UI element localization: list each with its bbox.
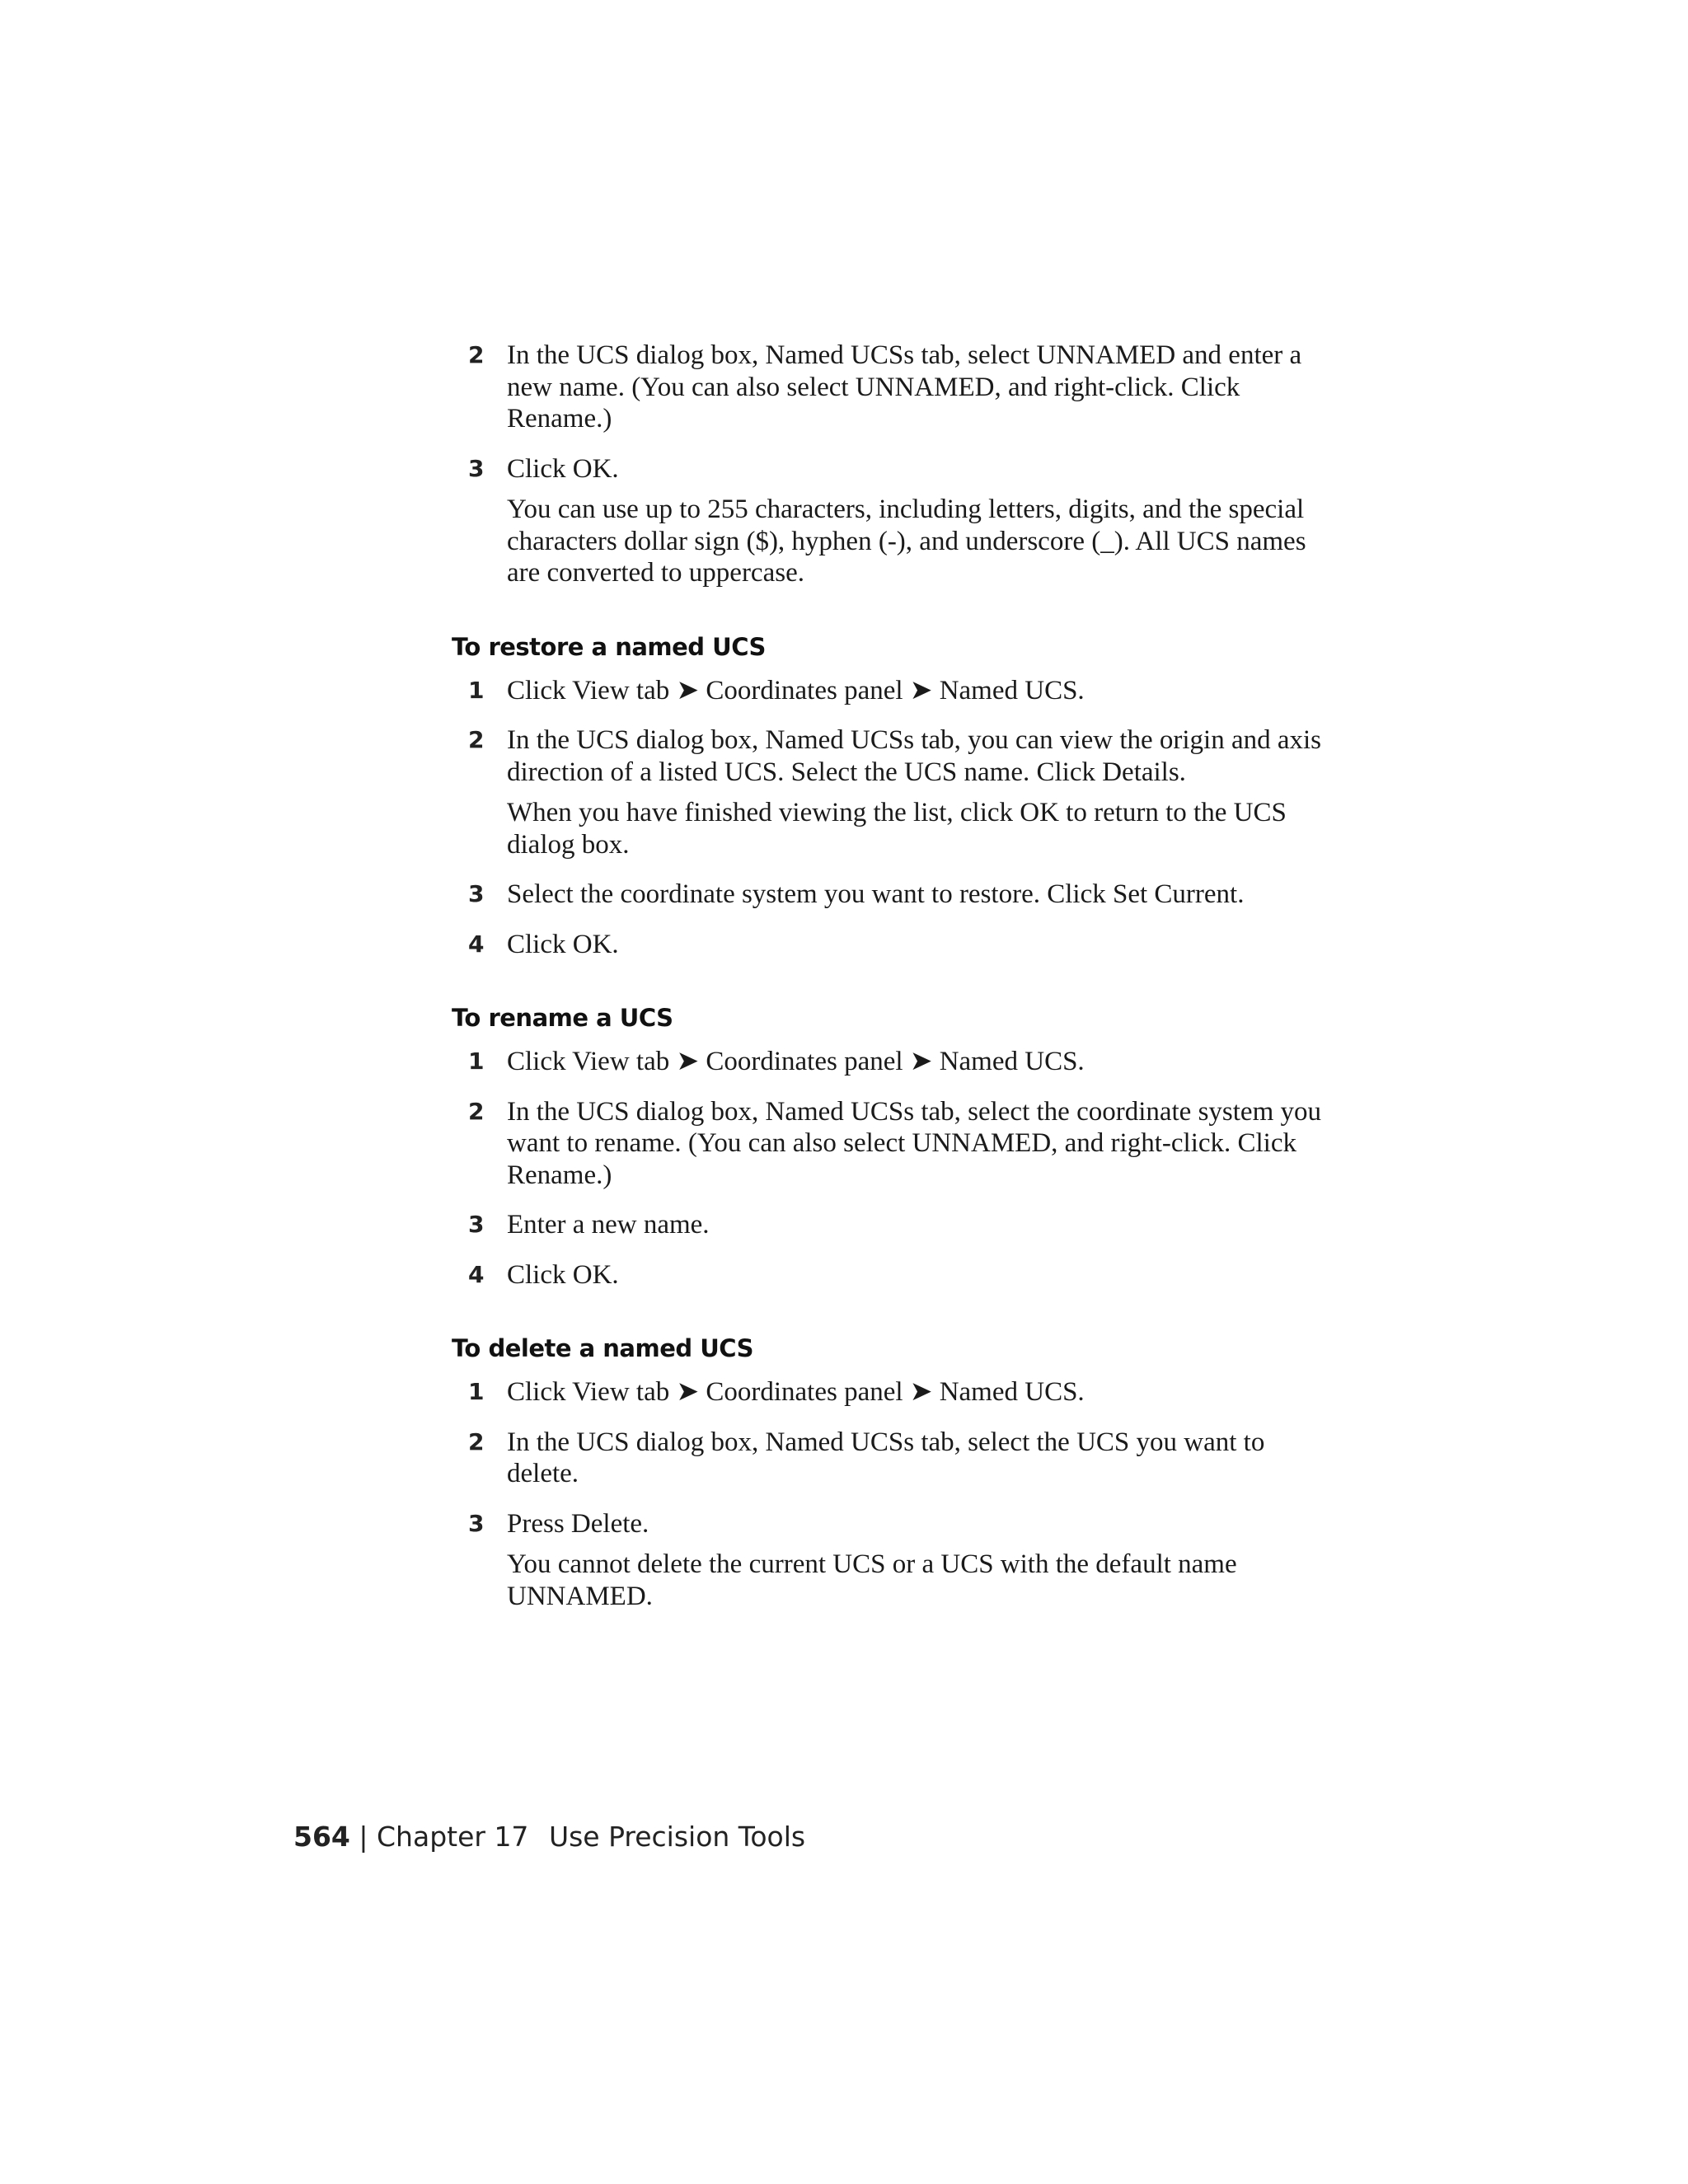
step-text: In the UCS dialog box, Named UCSs tab, select UNNAMED and enter a new name. (You can also select UNNAMED, and right-click. Click Rename.) (507, 340, 1302, 434)
step-text: Press Delete. (507, 1508, 649, 1539)
step-text: Click OK. (507, 453, 619, 484)
step-item (452, 1209, 1342, 1241)
step-number: 3 (468, 454, 485, 482)
step-note: You can use up to 255 characters, including letters, digits, and the special characters dollar sign ($), hyphen (-), and underscore (_). All UCS names are converted to uppercase. (507, 494, 1306, 588)
step-number: 4 (468, 930, 485, 958)
step-item (452, 1508, 1342, 1613)
step-text: Click View tab ➤ Coordinates panel ➤ Named UCS. (507, 1047, 1085, 1076)
step-number: 2 (468, 726, 485, 753)
step-note: When you have finished viewing the list, click OK to return to the UCS dialog box. (507, 798, 1287, 860)
page-footer (293, 1819, 805, 1855)
step-number: 3 (468, 880, 485, 907)
step-number: 1 (468, 676, 485, 704)
step-item (452, 929, 1342, 961)
step-number: 2 (468, 1427, 485, 1455)
chapter-label: Chapter 17 (377, 1821, 529, 1853)
step-item (452, 1259, 1342, 1291)
section-heading-delete: To delete a named UCS (452, 1334, 753, 1362)
step-item (452, 1376, 1342, 1408)
step-text: Click OK. (507, 1259, 619, 1290)
step-item (452, 340, 1342, 435)
step-text: In the UCS dialog box, Named UCSs tab, you can view the origin and axis direction of a listed UCS. Select the UCS name. Click Details. (507, 725, 1322, 787)
step-number: 4 (468, 1260, 485, 1288)
step-item (452, 724, 1342, 860)
chapter-title: Use Precision Tools (548, 1821, 806, 1853)
step-text: Click View tab ➤ Coordinates panel ➤ Named UCS. (507, 1377, 1085, 1407)
step-text: In the UCS dialog box, Named UCSs tab, select the coordinate system you want to rename. (You can also select UNNAMED, and right-click. Click Rename.) (507, 1096, 1322, 1190)
step-number: 3 (468, 1509, 485, 1537)
step-item (452, 1427, 1342, 1490)
step-item (452, 675, 1342, 707)
step-item (452, 1046, 1342, 1078)
step-number: 2 (468, 341, 485, 368)
step-number: 3 (468, 1211, 485, 1238)
section-heading-restore: To restore a named UCS (452, 632, 766, 661)
step-number: 1 (468, 1378, 485, 1405)
step-item (452, 879, 1342, 911)
step-item (452, 453, 1342, 589)
step-text: Enter a new name. (507, 1210, 710, 1240)
page-content (452, 340, 1342, 1630)
step-number: 1 (468, 1047, 485, 1075)
step-text: Select the coordinate system you want to restore. Click Set Current. (507, 879, 1245, 909)
footer-separator: | (359, 1821, 368, 1853)
step-note: You cannot delete the current UCS or a UCS with the default name UNNAMED. (507, 1549, 1237, 1611)
page-number: 564 (293, 1821, 350, 1853)
step-text: Click View tab ➤ Coordinates panel ➤ Named UCS. (507, 675, 1085, 705)
step-text: In the UCS dialog box, Named UCSs tab, select the UCS you want to delete. (507, 1427, 1265, 1488)
section-heading-rename: To rename a UCS (452, 1004, 673, 1032)
step-text: Click OK. (507, 929, 619, 959)
step-item (452, 1096, 1342, 1192)
step-number: 2 (468, 1097, 485, 1125)
